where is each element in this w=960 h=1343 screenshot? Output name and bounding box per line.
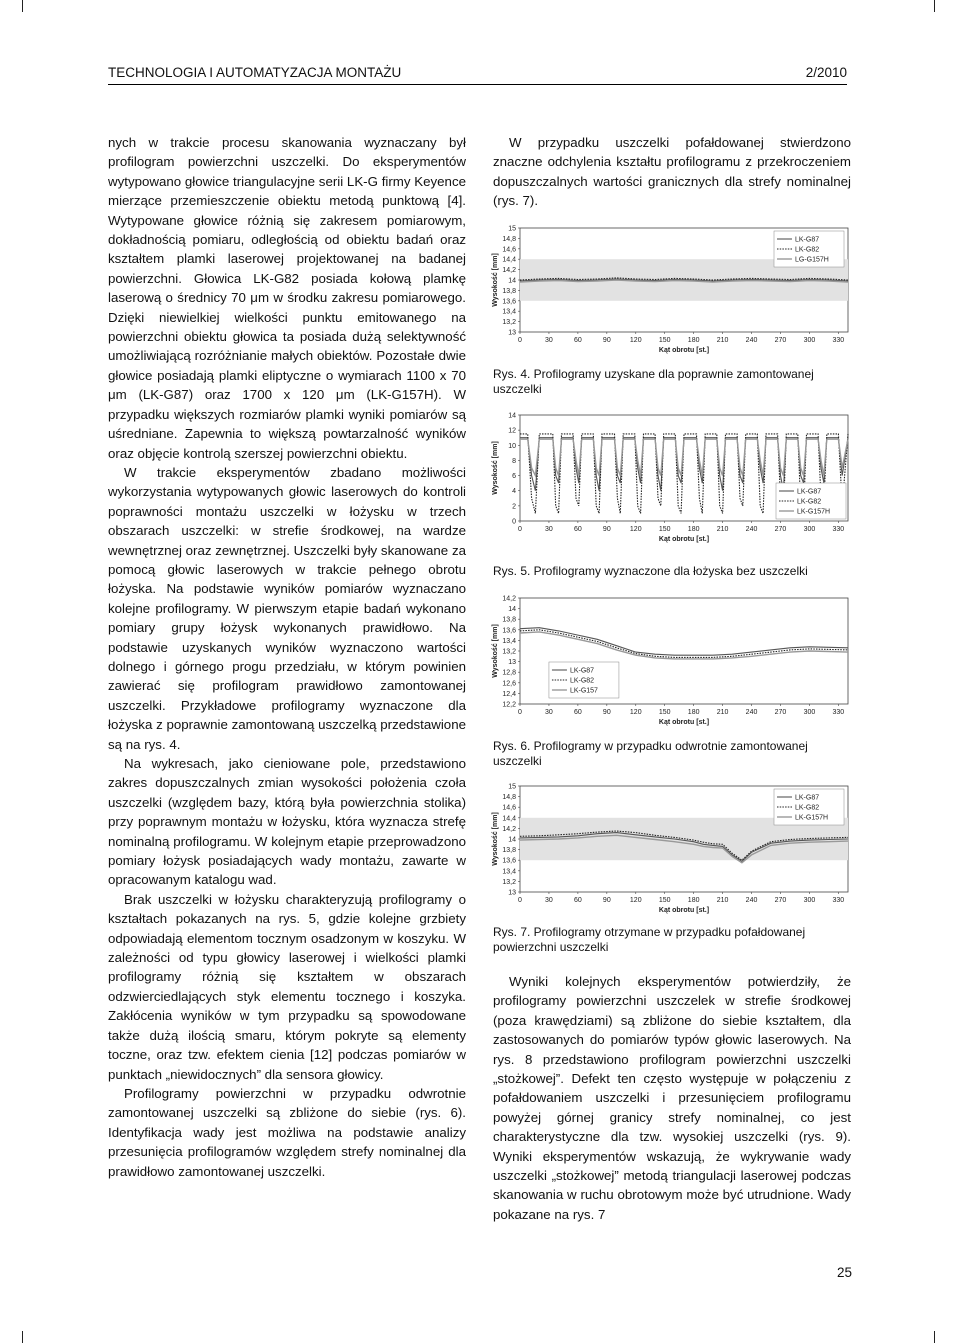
y-tick-label: 14,4: [502, 256, 516, 264]
x-tick-label: 0: [518, 709, 522, 716]
x-axis-label: Kąt obrotu [st.]: [658, 536, 710, 543]
x-tick-label: 330: [832, 709, 845, 716]
right-column-closing: [493, 972, 851, 1224]
x-tick-label: 30: [545, 709, 553, 716]
issue-number: 2/2010: [805, 65, 847, 80]
y-tick-label: 13: [508, 659, 516, 667]
x-tick-label: 300: [803, 897, 816, 904]
x-tick-label: 180: [687, 337, 700, 344]
paragraph: W przypadku uszczelki pofałdowanej stwierdzono znaczne odchylenia kształtu profilogramu z przekroczeniem dopuszczalnych wartości granicznych dla strefy nominalnej (rys. 7).: [493, 135, 851, 209]
legend-label: LK-G82: [795, 246, 820, 254]
x-tick-label: 240: [745, 897, 758, 904]
y-tick-label: 14: [508, 836, 516, 844]
paragraph: Wyniki kolejnych eksperymentów potwierdziły, że profilogramy powierzchni uszczelek w strefie środkowej (poza krawędziami) są zbliżone do siebie kształtem, dla zastosowanych do pomiarów typów głowic laserowych. Na rys. 8 przedstawiono profilogram powierzchni uszczelki „stożkowej”. Defekt ten często występuje w połączeniu z pofałdowaniem uszczelki i przesunięciem profilogramu powyżej górnej granicy strefy nominalnej, co jest charakterystyczne dla tzw. wysokiej uszczelki (rys. 9). Wyniki eksperymentów wskazują, że wykrywanie wady uszczelki „stożkowej” metodą triangulacji laserowej podczas skanowania w ruchu obrotowym może być utrudnione. Wady pokazane na rys. 7: [493, 974, 851, 1222]
y-tick-label: 14,2: [502, 595, 516, 603]
figure-caption: Rys. 4. Profilogramy uzyskane dla poprawnie zamontowanej uszczelki: [493, 367, 814, 396]
y-tick-label: 13,2: [502, 878, 516, 886]
legend-label: LK-G157H: [797, 508, 831, 516]
x-tick-label: 180: [687, 526, 700, 533]
x-tick-label: 270: [774, 897, 787, 904]
y-tick-label: 14,6: [502, 246, 516, 254]
y-tick-label: 12,2: [502, 701, 516, 709]
x-tick-label: 120: [629, 709, 642, 716]
x-tick-label: 30: [545, 897, 553, 904]
legend-label: LK-G157H: [795, 814, 829, 822]
chart-svg: [488, 778, 860, 914]
chart-fig5: [488, 407, 860, 543]
legend-label: LK-G87: [797, 488, 822, 496]
x-tick-label: 90: [602, 897, 611, 904]
y-tick-label: 13,8: [502, 847, 516, 855]
x-tick-label: 30: [545, 526, 553, 533]
x-tick-label: 90: [602, 526, 611, 533]
right-column-intro: [493, 133, 851, 211]
y-tick-label: 14,2: [502, 825, 516, 833]
y-tick-label: 13: [508, 329, 516, 337]
x-tick-label: 240: [745, 709, 758, 716]
x-tick-label: 330: [832, 526, 845, 533]
x-tick-label: 120: [629, 897, 642, 904]
x-tick-label: 270: [774, 709, 787, 716]
y-tick-label: 13,8: [502, 616, 516, 624]
x-tick-label: 90: [602, 337, 611, 344]
y-tick-label: 12,4: [502, 690, 516, 698]
x-tick-label: 300: [803, 709, 816, 716]
crop-mark: [934, 0, 935, 12]
x-tick-label: 120: [629, 337, 642, 344]
legend-label: LK-G82: [569, 677, 595, 685]
x-tick-label: 270: [774, 337, 787, 344]
x-tick-label: 150: [658, 337, 671, 344]
paragraph: Brak uszczelki w łożysku charakteryzują profilogramy o kształtach pokazanych na rys. 5, gdzie kolejne grzbiety odpowiadają elementom tocznym osadzonym w koszyku. W zależności od typu głowicy laserowej i wielkości plamki profilogramy różnią się kształtem w obszarach odzwierciedlających styk elementu tocznego i koszyka. Zakłócenia wyników w tym przypadku są spowodowane także dużą ilością smaru, którym pokryte są elementy toczne, oraz tzw. efektem cienia [12] podczas pomiarów w punktach „niewidocznych” dla sensora głowicy.: [108, 891, 466, 1082]
y-axis-label: Wysokość [mm]: [492, 441, 499, 495]
x-tick-label: 60: [573, 337, 582, 344]
y-tick-label: 12,6: [502, 680, 516, 688]
y-tick-label: 8: [512, 457, 516, 465]
y-tick-label: 13,4: [502, 308, 516, 316]
x-tick-label: 0: [518, 337, 522, 344]
x-tick-label: 210: [716, 526, 729, 533]
y-tick-label: 10: [508, 442, 516, 450]
x-tick-label: 330: [832, 897, 845, 904]
crop-mark: [22, 1331, 23, 1343]
x-tick-label: 300: [803, 526, 816, 533]
y-tick-label: 14: [508, 412, 516, 420]
journal-title: TECHNOLOGIA I AUTOMATYZACJA MONTAŻU: [108, 65, 402, 80]
x-tick-label: 240: [745, 526, 758, 533]
y-tick-label: 14: [508, 606, 516, 614]
x-tick-label: 60: [573, 526, 582, 533]
legend-label: LK-G82: [795, 804, 820, 812]
figure-caption: Rys. 5. Profilogramy wyznaczone dla łożyska bez uszczelki: [493, 564, 808, 578]
chart-svg: [488, 590, 860, 726]
chart-svg: [488, 407, 860, 543]
y-tick-label: 14,6: [502, 804, 516, 812]
x-axis-label: Kąt obrotu [st.]: [658, 907, 710, 914]
y-tick-label: 14,8: [502, 794, 516, 802]
x-tick-label: 270: [774, 526, 787, 533]
chart-fig7: [488, 778, 860, 914]
crop-mark: [22, 0, 23, 12]
paragraph: nych w trakcie procesu skanowania wyznaczany był profilogram powierzchni uszczelki. Do eksperymentów wytypowano głowice triangulacyjne serii LK-G firmy Keyence mierzące przemieszczenie obiektu metodą punktową [4]. Wytypowane głowice różnią się zakresem pomiarowym, dokładnością pomiaru, odległością od obiektu badań oraz kształtem plamki laserowej projektowanej na badanej powierzchni. Głowica LK-G82 posiada kołową plamkę laserową o średnicy 70 μm w środku zakresu pomiarowego. Dzięki niewielkiej wielkości punktu emitowanego na powierzchni obiektu głowica ta posiada dużą selektywność umożliwiającą rozróżnianie małych obiektów. Pozostałe dwie głowice posiadają plamki eliptyczne o wymiarach 1100 x 70 μm (LK-G87) oraz 1700 x 120 μm (LK-G157H). W przypadku większych rozmiarów plamki wyniki pomiarów są uśredniane. Zapewnia to większą powtarzalność wyników oraz objęcie kontrolą szerszej powierzchni obiektu.: [108, 135, 466, 461]
x-tick-label: 150: [658, 897, 671, 904]
y-tick-label: 12,8: [502, 669, 516, 677]
x-tick-label: 90: [602, 709, 611, 716]
x-tick-label: 210: [716, 897, 729, 904]
x-tick-label: 150: [658, 709, 671, 716]
x-tick-label: 210: [716, 337, 729, 344]
legend-label: LK-G87: [795, 794, 820, 802]
y-axis-label: Wysokość [mm]: [492, 624, 499, 678]
y-tick-label: 12: [508, 427, 516, 435]
x-axis-label: Kąt obrotu [st.]: [658, 347, 710, 354]
figure-caption: Rys. 6. Profilogramy w przypadku odwrotnie zamontowanej uszczelki: [493, 739, 808, 768]
y-axis-label: Wysokość [mm]: [492, 253, 499, 307]
x-tick-label: 0: [518, 897, 522, 904]
page-number: 25: [836, 1265, 852, 1280]
legend-label: LG-G157H: [795, 256, 829, 264]
x-tick-label: 180: [687, 897, 700, 904]
chart-svg: [488, 220, 860, 354]
y-tick-label: 13,6: [502, 627, 516, 635]
x-tick-label: 60: [573, 709, 582, 716]
y-tick-label: 2: [512, 503, 516, 511]
x-tick-label: 210: [716, 709, 729, 716]
y-tick-label: 14,8: [502, 235, 516, 243]
x-tick-label: 240: [745, 337, 758, 344]
left-column: [108, 133, 466, 1181]
x-tick-label: 60: [573, 897, 582, 904]
x-tick-label: 30: [545, 337, 553, 344]
y-tick-label: 13: [508, 889, 516, 897]
y-tick-label: 13,6: [502, 857, 516, 865]
legend-label: LK-G87: [795, 236, 820, 244]
y-tick-label: 13,2: [502, 648, 516, 656]
y-tick-label: 13,4: [502, 637, 516, 645]
paragraph: Profilogramy powierzchni w przypadku odwrotnie zamontowanej uszczelki są zbliżone do siebie (rys. 6). Identyfikacja wady jest możliwa na podstawie analizy przesunięcia profilogramów względem strefy nominalnej dla prawidłowo zamontowanej uszczelki.: [108, 1085, 466, 1179]
y-tick-label: 14: [508, 277, 516, 285]
x-axis-label: Kąt obrotu [st.]: [658, 719, 710, 726]
paragraph: W trakcie eksperymentów zbadano możliwości wykorzystania wytypowanych głowic laserowych do kontroli poprawności montażu uszczelki w łożysku w trzech obszarach uszczelki: w strefie środkowej, na wardze wewnętrznej oraz zewnętrznej. Uszczelki były skanowane za pomocą głowic laserowych w trakcie pełnego obrotu łożyska. Na podstawie wyników pomiarów wyznaczano kolejne profilogramy. W pierwszym etapie badań wykonano pomiary grupy łożysk wykonanych prawidłowo. Na podstawie uzyskanych wyników wyznaczono wartości dolnego i górnego progu przedziału, w którym powinien zawierać się profilogram prawidłowo zamontowanej uszczelki. Przykładowe profilogramy wyznaczone dla łożyska z poprawnie zamontowaną uszczelką przedstawione są na rys. 4.: [108, 464, 466, 752]
y-tick-label: 15: [508, 783, 516, 791]
x-tick-label: 150: [658, 526, 671, 533]
y-tick-label: 13,8: [502, 287, 516, 295]
y-tick-label: 14,2: [502, 267, 516, 275]
chart-fig6: [488, 590, 860, 726]
y-tick-label: 15: [508, 225, 516, 233]
x-tick-label: 330: [832, 337, 845, 344]
x-tick-label: 0: [518, 526, 522, 533]
running-header: [108, 64, 847, 85]
x-tick-label: 180: [687, 709, 700, 716]
y-tick-label: 13,6: [502, 298, 516, 306]
paragraph: Na wykresach, jako cieniowane pole, przedstawiono zakres dopuszczalnych zmian wysokości położenia czoła uszczelki (względem bazy, którą była powierzchnia stolika) przy poprawnym montażu w łożysku, która wyznacza strefę nominalną profilogramu. W kolejnym etapie przeprowadzono pomiary łożysk posiadających wady montażu, zawarte w opracowanym katalogu wad.: [108, 756, 466, 888]
legend-label: LK-G87: [569, 667, 595, 675]
y-tick-label: 0: [512, 518, 516, 526]
y-tick-label: 6: [512, 473, 516, 481]
x-tick-label: 120: [629, 526, 642, 533]
y-tick-label: 14,4: [502, 815, 516, 823]
crop-mark: [934, 1331, 935, 1343]
chart-fig4: [488, 220, 860, 354]
y-tick-label: 13,2: [502, 319, 516, 327]
figure-caption: Rys. 7. Profilogramy otrzymane w przypadku pofałdowanej powierzchni uszczelki: [493, 925, 806, 954]
legend-label: LK-G157: [569, 687, 598, 695]
legend-label: LK-G82: [797, 498, 822, 506]
y-axis-label: Wysokość [mm]: [492, 812, 499, 866]
y-tick-label: 4: [512, 488, 516, 496]
y-tick-label: 13,4: [502, 868, 516, 876]
x-tick-label: 300: [803, 337, 816, 344]
